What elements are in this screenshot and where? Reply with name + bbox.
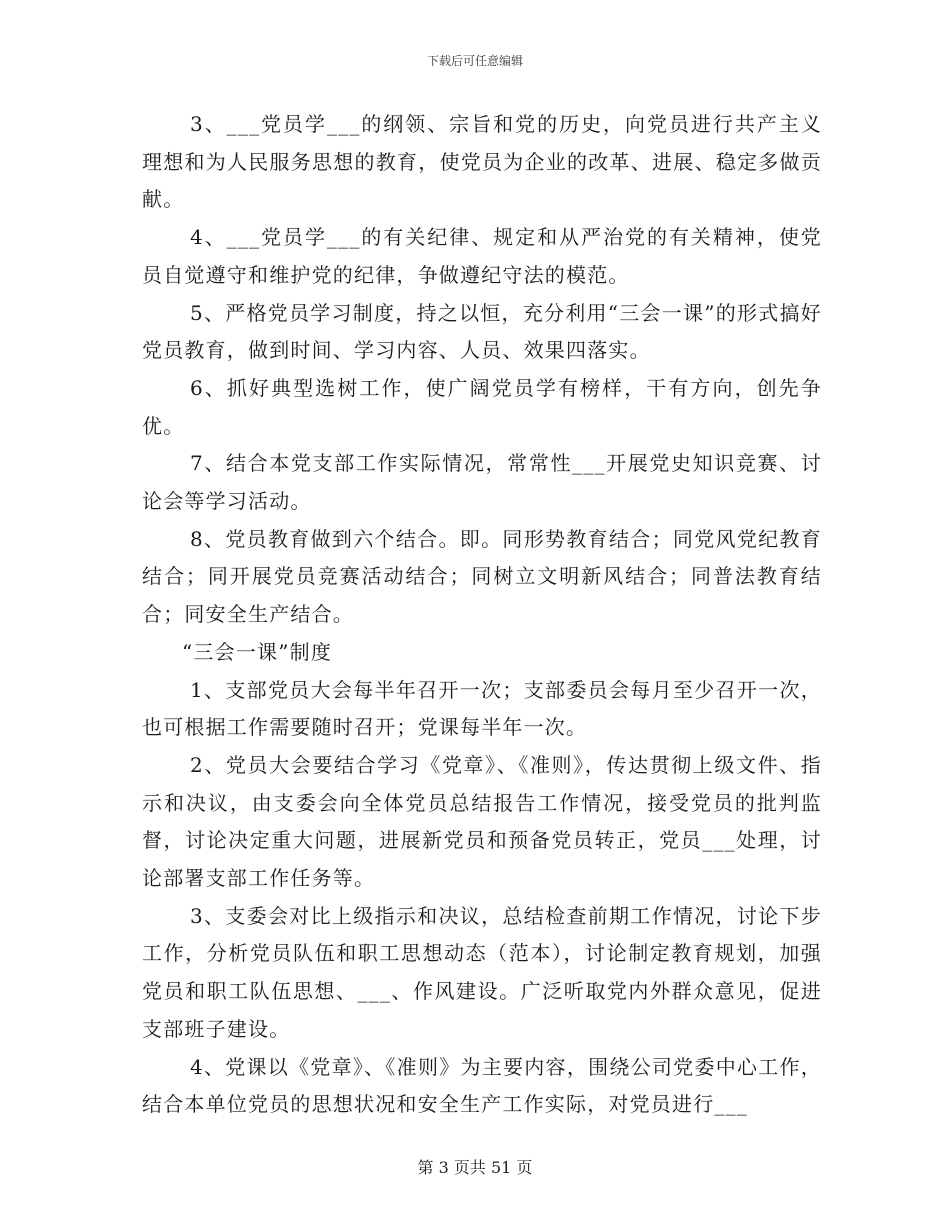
section-paragraph-4: 4、党课以《党章》、《准则》为主要内容，围绕公司党委中心工作，结合本单位党员的思想状况和安全生产工作实际，对党员进行___ [142, 1054, 822, 1117]
section-paragraph-2: 2、党员大会要结合学习《党章》、《准则》，传达贯彻上级文件、指示和决议，由支委会向全体党员总结报告工作情况，接受党员的批判监督，讨论决定重大问题，进展新党员和预备党员转正，党员___处理，讨论部署支部工作任务等。 [142, 752, 822, 891]
paragraph-6: 6、抓好典型选树工作，使广阔党员学有榜样，干有方向，创先争优。 [142, 375, 822, 438]
page-number: 第 3 页共 51 页 [417, 1158, 533, 1177]
paragraph-3: 3、___党员学___的纲领、宗旨和党的历史，向党员进行共产主义理想和为人民服务思想的教育，使党员为企业的改革、进展、稳定多做贡献。 [142, 112, 822, 212]
page-header-note: 下载后可任意编辑 [426, 54, 523, 68]
section-paragraph-3: 3、支委会对比上级指示和决议，总结检查前期工作情况，讨论下步工作，分析党员队伍和职工思想动态（范本），讨论制定教育规划，加强党员和职工队伍思想、___、作风建设。广泛听取党内外群众意见，促进支部班子建设。 [142, 903, 822, 1041]
section-paragraph-1: 1、支部党员大会每半年召开一次；支部委员会每月至少召开一次，也可根据工作需要随时召开；党课每半年一次。 [142, 677, 822, 740]
paragraph-7: 7、结合本党支部工作实际情况，常常性___开展党史知识竞赛、讨论会等学习活动。 [142, 451, 822, 514]
document-body [142, 106, 822, 1124]
paragraph-8: 8、党员教育做到六个结合。即。同形势教育结合；同党风党纪教育结合；同开展党员竞赛活动结合；同树立文明新风结合；同普法教育结合；同安全生产结合。 [142, 526, 822, 627]
paragraph-5: 5、严格党员学习制度，持之以恒，充分利用“三会一课”的形式搞好党员教育，做到时间、学习内容、人员、效果四落实。 [142, 300, 822, 363]
paragraph-4: 4、___党员学___的有关纪律、规定和从严治党的有关精神，使党员自觉遵守和维护党的纪律，争做遵纪守法的模范。 [142, 225, 822, 287]
section-title: “三会一课”制度 [182, 639, 333, 664]
